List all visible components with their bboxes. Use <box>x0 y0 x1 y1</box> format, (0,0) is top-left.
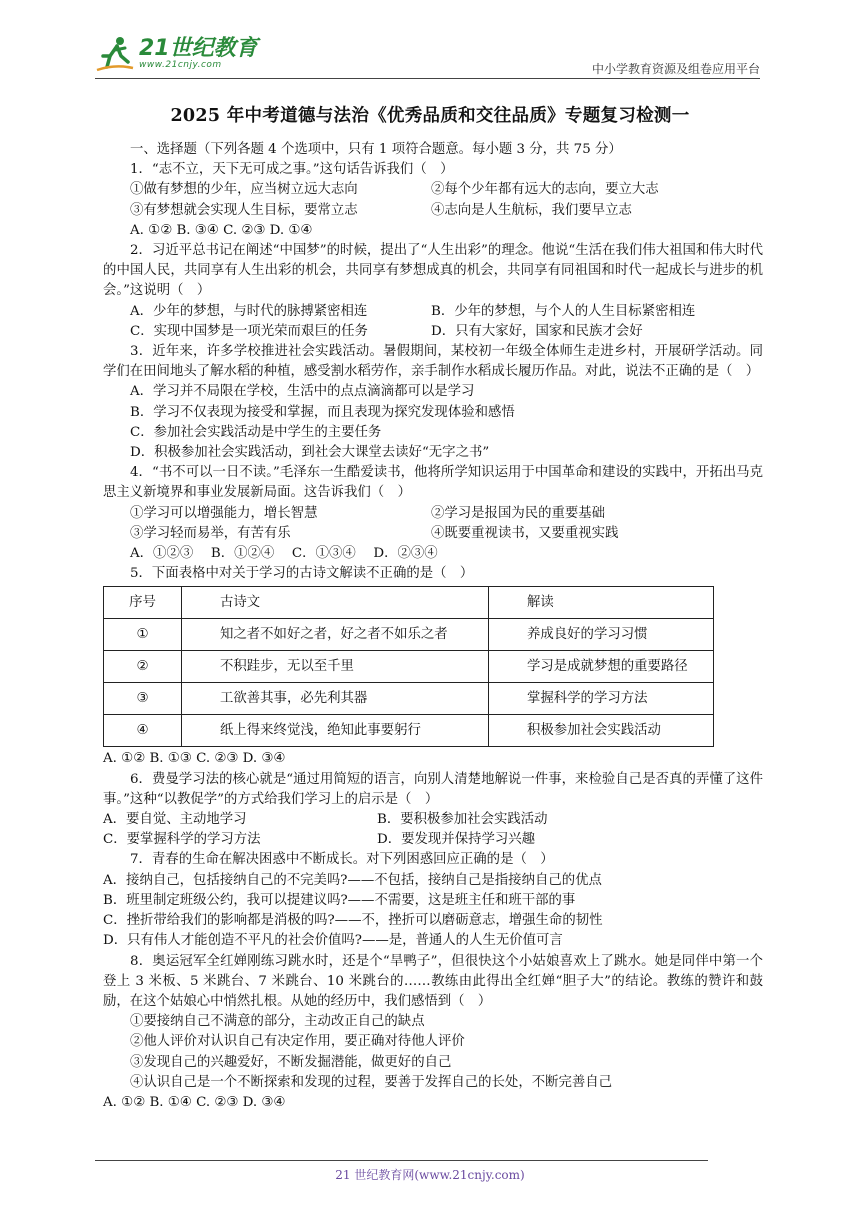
table-cell: 养成良好的学习习惯 <box>489 619 714 651</box>
q1-options-row2 <box>103 201 763 221</box>
q1-options-row1 <box>103 180 763 200</box>
q7-option-a: A．接纳自己，包括接纳自己的不完美吗?——不包括，接纳自己是指接纳自己的优点 <box>103 872 602 888</box>
poetry-table <box>103 586 714 747</box>
table-row <box>104 651 714 683</box>
table-row <box>104 683 714 715</box>
q1-option-1: ①做有梦想的少年，应当树立远大志向 <box>130 182 358 198</box>
q4-option-1: ①学习可以增强能力，增长智慧 <box>130 505 318 521</box>
q6-options-row2 <box>103 830 763 850</box>
table-cell: 不积跬步，无以至千里 <box>182 651 489 683</box>
table-cell: 学习是成就梦想的重要路径 <box>489 651 714 683</box>
page-header <box>95 30 760 82</box>
table-cell: 知之者不如好之者，好之者不如乐之者 <box>182 619 489 651</box>
q3-option-c: C．参加社会实践活动是中学生的主要任务 <box>130 424 382 440</box>
q6-option-d: D．要发现并保持学习兴趣 <box>377 832 536 848</box>
document-body <box>103 140 763 1113</box>
q5-answers: A. ①② B. ①③ C. ②③ D. ③④ <box>103 751 286 767</box>
q4-option-3: ③学习轻而易举，有苦有乐 <box>130 525 291 541</box>
q4-option-4: ④既要重视读书，又要重视实践 <box>431 525 619 541</box>
q6-option-c: C．要掌握科学的学习方法 <box>103 832 261 848</box>
q3-option-d: D．积极参加社会实践活动，到社会大课堂去读好“无字之书” <box>130 445 490 461</box>
table-header-cell: 解读 <box>489 587 714 619</box>
q8-option-3: ③发现自己的兴趣爱好，不断发掘潜能，做更好的自己 <box>130 1054 452 1070</box>
q7-option-d: D．只有伟人才能创造不平凡的社会价值吗?——是，普通人的人生无价值可言 <box>103 933 563 949</box>
table-row <box>104 619 714 651</box>
runner-logo-icon <box>95 34 135 74</box>
q4-options-row1 <box>103 504 763 524</box>
q2-options-row2 <box>103 322 763 342</box>
q6-option-b: B．要积极参加社会实践活动 <box>377 812 548 828</box>
section-heading: 一、选择题（下列各题 4 个选项中，只有 1 项符合题意。每小题 3 分，共 75 分） <box>130 142 622 157</box>
q2-option-c: C．实现中国梦是一项光荣而艰巨的任务 <box>130 323 368 339</box>
q3-option-a: A．学习并不局限在学校，生活中的点点滴滴都可以是学习 <box>130 384 475 400</box>
table-cell: ③ <box>104 683 182 715</box>
q3-stem: 3．近年来，许多学校推进社会实践活动。暑假期间，某校初一年级全体师生走进乡村，开展研学活动。同学们在田间地头了解水稻的种植，感受割水稻劳作，亲手制作水稻成长履历作品。对此，说法不正确的是（ ） <box>103 344 763 380</box>
q1-option-2: ②每个少年都有远大的志向，要立大志 <box>431 182 659 198</box>
q1-option-3: ③有梦想就会实现人生目标，要常立志 <box>130 202 358 218</box>
logo-main-text: 21世纪教育 <box>139 36 258 61</box>
q7-option-c: C．挫折带给我们的影响都是消极的吗?——不，挫折可以磨砺意志，增强生命的韧性 <box>103 913 603 929</box>
q2-option-a: A．少年的梦想，与时代的脉搏紧密相连 <box>130 303 368 319</box>
q5-stem: 5．下面表格中对关于学习的古诗文解读不正确的是（ ） <box>130 566 474 582</box>
q7-stem: 7．青春的生命在解决困惑中不断成长。对下列困惑回应正确的是（ ） <box>130 852 554 868</box>
table-header-row <box>104 587 714 619</box>
q1-stem: 1．“志不立，天下无可成之事。”这句话告诉我们（ ） <box>130 162 454 178</box>
document-title: 2025 年中考道德与法治《优秀品质和交往品质》专题复习检测一 <box>170 106 690 126</box>
q8-answers: A. ①② B. ①④ C. ②③ D. ③④ <box>103 1094 286 1110</box>
q6-stem: 6．费曼学习法的核心就是“通过用简短的语言，向别人清楚地解说一件事，来检验自己是否真的弄懂了这件事。”这种“以教促学”的方式给我们学习上的启示是（ ） <box>103 771 763 807</box>
q4-answers: A．①②③ B．①②④ C．①③④ D．②③④ <box>130 546 438 562</box>
q8-stem: 8．奥运冠军全红婵刚练习跳水时，还是个“旱鸭子”，但很快这个小姑娘喜欢上了跳水。她是同伴中第一个登上 3 米板、5 米跳台、7 米跳台、10 米跳台的……教练由此得出全红婵“胆子大”的结论。教练的赞许和鼓励，在这个姑娘心中悄然扎根。从她的经历中，我们感悟到（ ） <box>103 953 763 1009</box>
table-row <box>104 715 714 747</box>
q8-option-1: ①要接纳自己不满意的部分，主动改正自己的缺点 <box>130 1014 425 1030</box>
q8-option-4: ④认识自己是一个不断探索和发现的过程，要善于发挥自己的长处，不断完善自己 <box>130 1074 613 1090</box>
table-cell: 工欲善其事，必先利其器 <box>182 683 489 715</box>
q4-stem: 4．“书不可以一日不读。”毛泽东一生酷爱读书，他将所学知识运用于中国革命和建设的实践中，开拓出马克思主义新境界和事业发展新局面。这告诉我们（ ） <box>103 465 763 501</box>
table-header-cell: 古诗文 <box>182 587 489 619</box>
q4-options-row2 <box>103 524 763 544</box>
table-cell: 纸上得来终觉浅，绝知此事要躬行 <box>182 715 489 747</box>
table-cell: 掌握科学的学习方法 <box>489 683 714 715</box>
q8-option-2: ②他人评价对认识自己有决定作用，要正确对待他人评价 <box>130 1034 465 1050</box>
table-cell: 积极参加社会实践活动 <box>489 715 714 747</box>
q6-options-row1 <box>103 810 763 830</box>
logo[interactable] <box>95 30 258 78</box>
header-divider <box>95 78 760 79</box>
q3-option-b: B．学习不仅表现为接受和掌握，而且表现为探究发现体验和感悟 <box>130 404 515 420</box>
q7-option-b: B．班里制定班级公约，我可以提建议吗?——不需要，这是班主任和班干部的事 <box>103 892 576 908</box>
q1-answers: A. ①② B. ③④ C. ②③ D. ①④ <box>130 222 313 238</box>
table-header-cell: 序号 <box>104 587 182 619</box>
table-cell: ④ <box>104 715 182 747</box>
logo-sub-text: www.21cnjy.com <box>139 60 222 70</box>
platform-label: 中小学教育资源及组卷应用平台 <box>591 62 760 76</box>
q1-option-4: ④志向是人生航标，我们要早立志 <box>431 202 632 218</box>
q6-option-a: A．要自觉、主动地学习 <box>103 812 247 828</box>
q2-option-d: D．只有大家好，国家和民族才会好 <box>431 323 643 339</box>
q2-stem: 2．习近平总书记在阐述“中国梦”的时候，提出了“人生出彩”的理念。他说“生活在我们伟大祖国和伟大时代的中国人民，共同享有人生出彩的机会，共同享有梦想成真的机会，共同享有同祖国和时代一起成长与进步的机会。”这说明（ ） <box>103 243 763 299</box>
footer-divider <box>95 1160 708 1161</box>
q2-options-row1 <box>103 302 763 322</box>
footer-link[interactable]: 21 世纪教育网(www.21cnjy.com) <box>335 1168 525 1182</box>
table-cell: ② <box>104 651 182 683</box>
q4-option-2: ②学习是报国为民的重要基础 <box>431 505 606 521</box>
q2-option-b: B．少年的梦想，与个人的人生目标紧密相连 <box>431 303 696 319</box>
table-cell: ① <box>104 619 182 651</box>
